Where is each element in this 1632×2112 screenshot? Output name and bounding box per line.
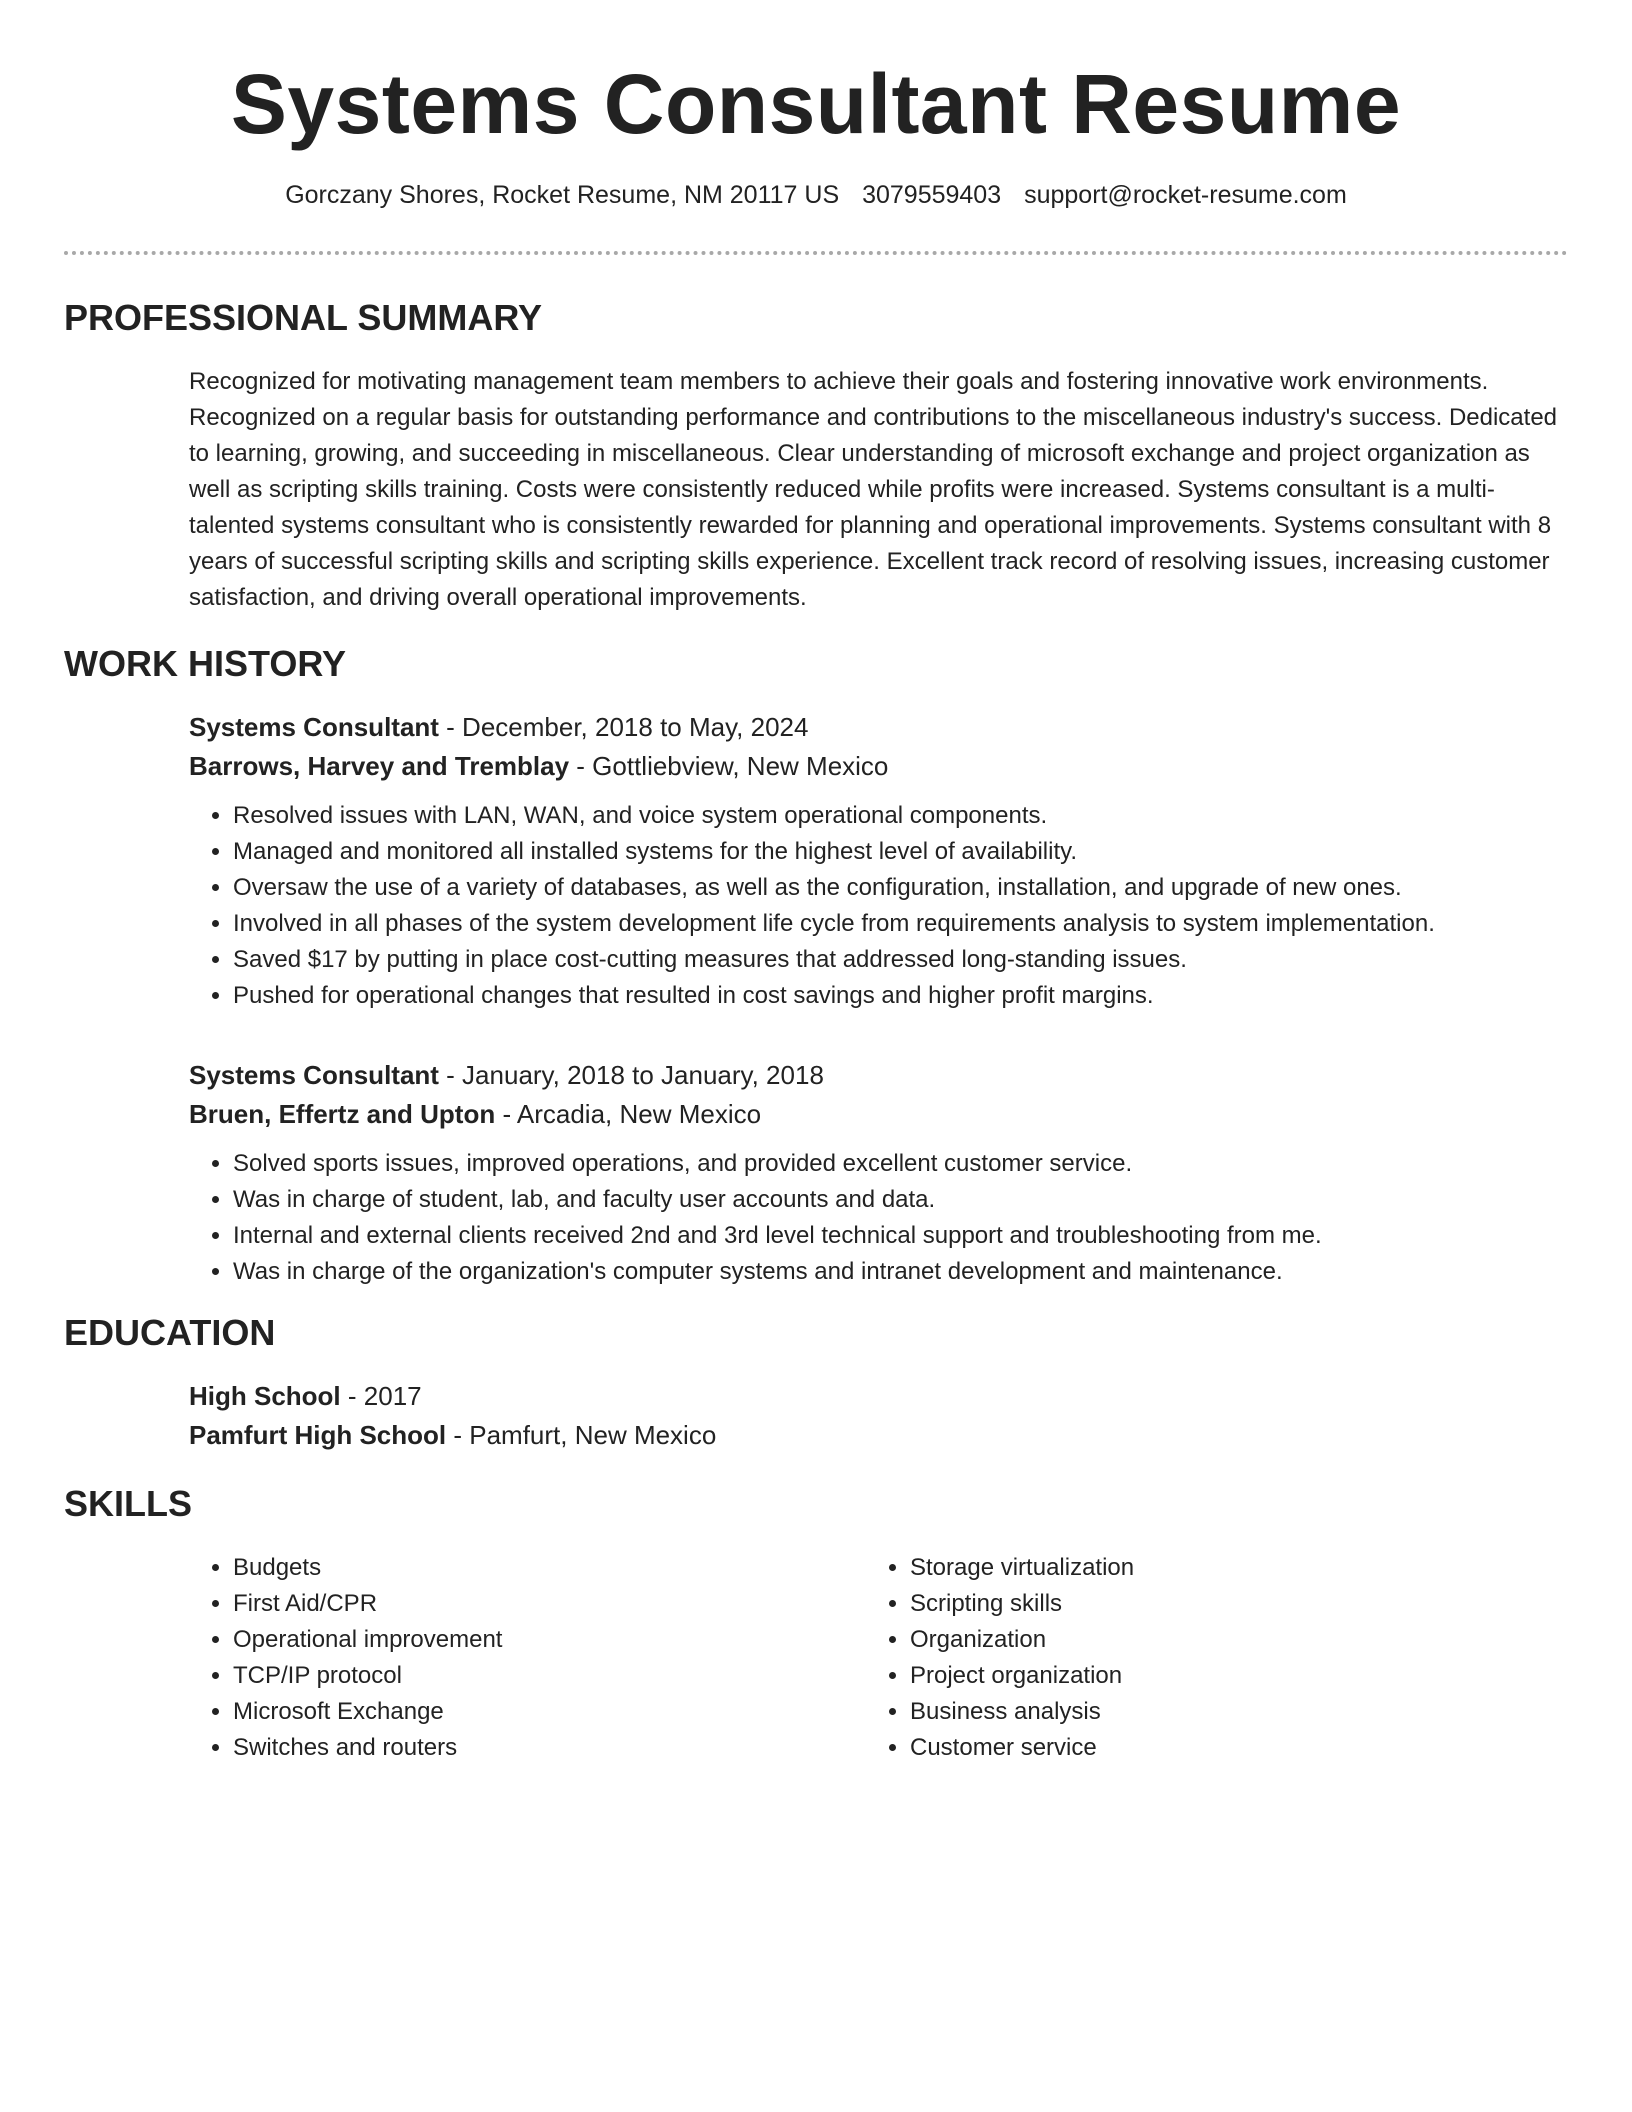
education-degree-line (189, 1377, 1568, 1416)
job-company-line (189, 1095, 1568, 1134)
work-history-body (189, 708, 1568, 1290)
list-item: • Pushed for operational changes that resulted in cost savings and higher profit margins. (233, 978, 1568, 1014)
education-location: - Pamfurt, New Mexico (446, 1420, 717, 1450)
job-dates: - December, 2018 to May, 2024 (438, 712, 809, 742)
list-item: • Microsoft Exchange (233, 1694, 866, 1730)
job-bullets (189, 798, 1568, 1014)
list-item: • Switches and routers (233, 1730, 866, 1766)
job-role: Systems Consultant (189, 1060, 439, 1090)
contact-phone: 3079559403 (862, 181, 1002, 209)
skills-section (64, 1482, 1568, 1766)
list-item: • Customer service (910, 1730, 1543, 1766)
list-item: • Oversaw the use of a variety of databases, as well as the configuration, installation, and upgrade of new ones. (233, 870, 1568, 906)
list-item: • Scripting skills (910, 1586, 1543, 1622)
contact-email: support@rocket-resume.com (1024, 181, 1347, 209)
summary-section (64, 296, 1568, 616)
section-title-skills: SKILLS (64, 1483, 193, 1524)
job-company: Barrows, Harvey and Tremblay (189, 751, 570, 781)
list-item: • Budgets (233, 1550, 866, 1586)
summary-text: Recognized for motivating management team members to achieve their goals and fostering innovative work environments. Recognized on a regular basis for outstanding performance and contributions to the miscellaneous industry's success. Dedicated to learning, growing, and succeeding in miscellaneous. Clear understanding of microsoft exchange and project organization as well as scripting skills training. Costs were consistently reduced while profits were increased. Systems consultant is a multi-talented systems consultant who is consistently rewarded for planning and operational improvements. Systems consultant with 8 years of successful scripting skills and scripting skills experience. Excellent track record of resolving issues, increasing customer satisfaction, and driving overall operational improvements. (189, 368, 1558, 611)
section-title-education: EDUCATION (64, 1312, 276, 1353)
skills-list-left (189, 1550, 866, 1766)
list-item: • Organization (910, 1622, 1543, 1658)
education-body (189, 1377, 1568, 1455)
job-title-line (189, 708, 1568, 747)
list-item: • Was in charge of the organization's computer systems and intranet development and maintenance. (233, 1254, 1568, 1290)
list-item: • Storage virtualization (910, 1550, 1543, 1586)
list-item: • Saved $17 by putting in place cost-cutting measures that addressed long-standing issues. (233, 942, 1568, 978)
contact-address: Gorczany Shores, Rocket Resume, NM 20117 US (285, 181, 840, 209)
education-section (64, 1311, 1568, 1455)
list-item: • Operational improvement (233, 1622, 866, 1658)
job-entry (189, 708, 1568, 1014)
job-location: - Gottliebview, New Mexico (569, 751, 889, 781)
education-year: - 2017 (340, 1381, 422, 1411)
job-company-line (189, 747, 1568, 786)
job-entry (189, 1056, 1568, 1290)
list-item: • Solved sports issues, improved operations, and provided excellent customer service. (233, 1146, 1568, 1182)
job-location: - Arcadia, New Mexico (495, 1099, 762, 1129)
list-item: • Project organization (910, 1658, 1543, 1694)
list-item: • Managed and monitored all installed systems for the highest level of availability. (233, 834, 1568, 870)
contact-line (0, 178, 1632, 212)
job-company: Bruen, Effertz and Upton (189, 1099, 496, 1129)
page-title: Systems Consultant Resume (230, 57, 1402, 151)
list-item: • TCP/IP protocol (233, 1658, 866, 1694)
list-item: • Internal and external clients received 2nd and 3rd level technical support and troubleshooting from me. (233, 1218, 1568, 1254)
skills-list-right (866, 1550, 1543, 1766)
skills-columns (189, 1550, 1568, 1766)
job-role: Systems Consultant (189, 712, 439, 742)
list-item: • First Aid/CPR (233, 1586, 866, 1622)
skills-column-left (189, 1550, 866, 1766)
list-item: • Resolved issues with LAN, WAN, and voice system operational components. (233, 798, 1568, 834)
section-title-work: WORK HISTORY (64, 643, 347, 684)
education-degree: High School (189, 1381, 341, 1411)
job-dates: - January, 2018 to January, 2018 (438, 1060, 824, 1090)
resume-header (0, 0, 1632, 212)
section-title-summary: PROFESSIONAL SUMMARY (64, 297, 543, 338)
job-bullets (189, 1146, 1568, 1290)
list-item: • Involved in all phases of the system development life cycle from requirements analysis to system implementation. (233, 906, 1568, 942)
work-history-section (64, 642, 1568, 1290)
skills-column-right (866, 1550, 1543, 1766)
list-item: • Business analysis (910, 1694, 1543, 1730)
job-title-line (189, 1056, 1568, 1095)
header-divider (64, 251, 1568, 255)
list-item: • Was in charge of student, lab, and faculty user accounts and data. (233, 1182, 1568, 1218)
education-school-line (189, 1416, 1568, 1455)
education-school: Pamfurt High School (189, 1420, 447, 1450)
